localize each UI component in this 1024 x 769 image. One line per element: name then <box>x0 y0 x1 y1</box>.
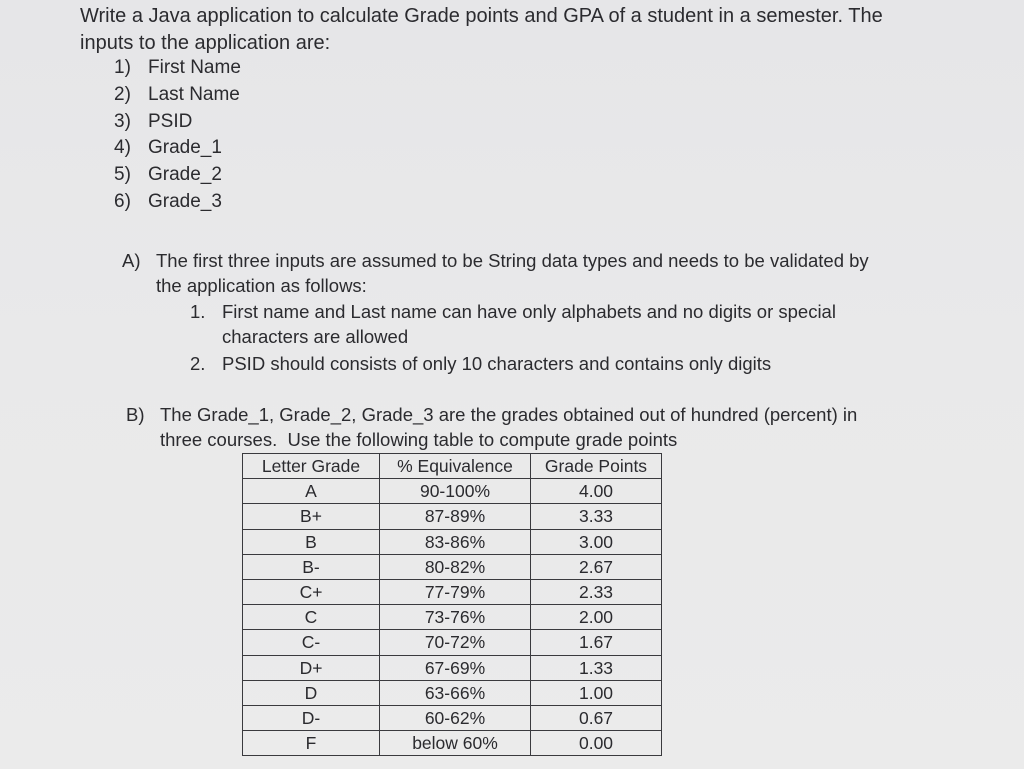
list-item-number: 2) <box>114 83 131 105</box>
letter-grade-cell: D+ <box>243 655 380 680</box>
list-item <box>114 82 241 109</box>
table-row <box>243 705 662 730</box>
letter-grade-cell: C <box>243 605 380 630</box>
list-item-label: Grade_2 <box>148 164 222 186</box>
table-row <box>243 630 662 655</box>
grade-points-cell: 1.33 <box>531 655 662 680</box>
letter-grade-cell: D- <box>243 705 380 730</box>
grade-points-cell: 2.33 <box>531 579 662 604</box>
table-row <box>243 479 662 504</box>
section-a-marker: A) <box>122 250 141 271</box>
equivalence-cell: 67-69% <box>380 655 531 680</box>
section-a <box>122 248 922 298</box>
letter-grade-cell: C+ <box>243 579 380 604</box>
equivalence-cell: below 60% <box>380 731 531 756</box>
equivalence-cell: 83-86% <box>380 529 531 554</box>
equivalence-cell: 77-79% <box>380 579 531 604</box>
intro-line-1: Write a Java application to calculate Grade points and GPA of a student in a semester. The <box>80 5 883 27</box>
rule-line-1: First name and Last name can have only alphabets and no digits or special <box>222 301 836 322</box>
letter-grade-cell: C- <box>243 630 380 655</box>
grade-points-cell: 4.00 <box>531 479 662 504</box>
list-item-number: 3) <box>114 110 131 132</box>
list-item-number: 4) <box>114 137 131 159</box>
rule-line-1: PSID should consists of only 10 characters and contains only digits <box>222 353 772 374</box>
list-item-label: PSID <box>148 110 193 132</box>
rule-number: 1. <box>190 301 206 322</box>
list-item-number: 6) <box>114 190 131 212</box>
validation-rule-2 <box>190 351 890 376</box>
section-b <box>126 402 906 452</box>
section-b-line-1: The Grade_1, Grade_2, Grade_3 are the grades obtained out of hundred (percent) in <box>160 404 858 425</box>
grade-points-cell: 0.00 <box>531 731 662 756</box>
equivalence-cell: 90-100% <box>380 479 531 504</box>
list-item-number: 5) <box>114 164 131 186</box>
grade-points-cell: 2.00 <box>531 605 662 630</box>
table-row <box>243 680 662 705</box>
inputs-list <box>114 55 241 216</box>
section-b-marker: B) <box>126 404 145 425</box>
rule-line-2: characters are allowed <box>222 326 409 347</box>
header-letter-grade: Letter Grade <box>243 454 380 479</box>
grade-points-cell: 3.00 <box>531 529 662 554</box>
table-row <box>243 504 662 529</box>
validation-rule-1 <box>190 299 890 349</box>
list-item-label: Last Name <box>148 83 240 105</box>
list-item-number: 1) <box>114 57 131 78</box>
letter-grade-cell: D <box>243 680 380 705</box>
grade-points-cell: 3.33 <box>531 504 662 529</box>
equivalence-cell: 70-72% <box>380 630 531 655</box>
header-percent-equivalence: % Equivalence <box>380 454 531 479</box>
table-row <box>243 605 662 630</box>
section-a-line-1: The first three inputs are assumed to be String data types and needs to be validated by <box>156 250 869 271</box>
grade-points-table <box>242 453 662 756</box>
list-item-label: First Name <box>148 57 241 78</box>
list-item <box>114 162 241 189</box>
list-item <box>114 135 241 162</box>
equivalence-cell: 63-66% <box>380 680 531 705</box>
letter-grade-cell: B <box>243 529 380 554</box>
grade-points-cell: 1.00 <box>531 680 662 705</box>
grade-points-cell: 0.67 <box>531 705 662 730</box>
equivalence-cell: 60-62% <box>380 705 531 730</box>
letter-grade-cell: B- <box>243 554 380 579</box>
equivalence-cell: 87-89% <box>380 504 531 529</box>
section-a-line-2: the application as follows: <box>156 275 367 296</box>
table-row <box>243 731 662 756</box>
list-item-label: Grade_3 <box>148 190 222 212</box>
list-item <box>114 109 241 136</box>
table-row <box>243 579 662 604</box>
equivalence-cell: 80-82% <box>380 554 531 579</box>
table-row <box>243 554 662 579</box>
letter-grade-cell: F <box>243 731 380 756</box>
equivalence-cell: 73-76% <box>380 605 531 630</box>
intro-line-2: inputs to the application are: <box>80 32 331 54</box>
list-item <box>114 55 241 82</box>
list-item-label: Grade_1 <box>148 137 222 159</box>
letter-grade-cell: B+ <box>243 504 380 529</box>
letter-grade-cell: A <box>243 479 380 504</box>
intro-paragraph <box>80 3 940 57</box>
rule-number: 2. <box>190 353 206 374</box>
grade-points-cell: 2.67 <box>531 554 662 579</box>
table-header-row <box>243 454 662 479</box>
table-row <box>243 655 662 680</box>
list-item <box>114 189 241 216</box>
header-grade-points: Grade Points <box>531 454 662 479</box>
section-b-line-2: three courses. Use the following table to compute grade points <box>160 429 678 450</box>
grade-points-cell: 1.67 <box>531 630 662 655</box>
table-row <box>243 529 662 554</box>
